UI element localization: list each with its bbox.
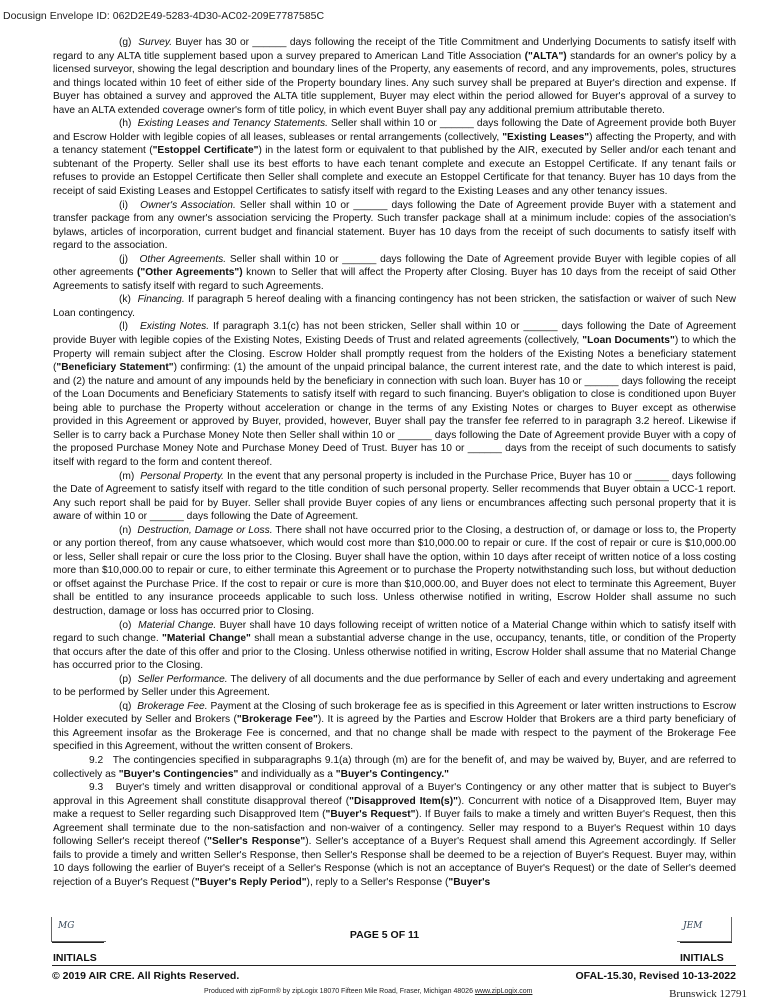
paragraph-p: (p) Seller Performance. The delivery of all documents and the due performance by Seller of each and every undertaking and agreement to be performed by Seller under this Agreement. bbox=[53, 673, 736, 699]
right-initials-box[interactable] bbox=[677, 917, 732, 942]
paragraph-n: (n) Destruction, Damage or Loss. There shall not have occurred prior to the Closing, a destruction of, or damage or loss to, the Property or any portion thereof, from any cause whatsoever, which would cost more than $10,000.00 to repair or cure. If the cost of repair or cure is $10,000.00 or less, Seller shall repair or cure the loss prior to the Closing. Buyer shall have the option, within 10 days after receipt of written notice of a loss costing more than $10,000.00 to repair or cure, to either terminate this Agreement or to purchase the Property notwithstanding such loss, but without deduction or offset against the Purchase Price. If the cost to repair or cure is more than $10,000.00, and Buyer does not elect to terminate this Agreement, Buyer shall be entitled to any insurance proceeds applicable to such loss. Unless otherwise notified in writing, Escrow Holder shall assume no such destruction, damage or loss has occurred prior to Closing. bbox=[53, 524, 736, 617]
ziplogix-link[interactable]: www.zipLogix.com bbox=[474, 988, 533, 995]
paragraph-m: (m) Personal Property. In the event that any personal property is included in the Purchase Price, Buyer has 10 or ______ days following the Date of Agreement to satisfy itself with regard to the title condition of such personal property. Seller recommends that Buyer obtain a UCC-1 report. Any such report shall be paid for by Buyer. Seller shall provide Buyer copies of any liens or encumbrances affecting such personal property that it is aware of within 10 or ______ days following the Date of Agreement. bbox=[53, 470, 736, 523]
paragraph-i: (i) Owner's Association. Seller shall within 10 or ______ days following the Date of Agreement provide Buyer with a statement and transfer package from any owner's association servicing the Property. Such transfer package shall at a minimum include: copies of the association's bylaws, articles of incorporation, current budget and financial statement. Buyer has 10 days from the receipt of such documents to satisfy itself with regard to the association. bbox=[53, 199, 736, 252]
right-initials-label: INITIALS bbox=[680, 952, 724, 964]
paragraph-g: (g) Survey. Buyer has 30 or ______ days following the receipt of the Title Commitment and Underlying Documents to satisfy itself with regard to any ALTA title supplement based upon a survey prepared to American Land Title Association ("ALTA") standards for an owner's policy by a licensed surveyor, showing the legal description and boundary lines of the Property, any easements of record, and any improvements, poles, structures and things located within 10 feet of either side of the Property boundary lines. Any such survey shall be prepared at Buyer's direction and expense. If Buyer has obtained a survey and approved the ALTA title supplement, Buyer may elect within the period allowed for Buyer's approval of a survey to have an ALTA extended coverage owner's form of title policy, in which event Buyer shall pay any additional premium attributable thereto. bbox=[53, 37, 737, 116]
left-initials-label: INITIALS bbox=[53, 952, 97, 964]
brunswick-id: Brunswick 12791 bbox=[669, 988, 747, 1000]
paragraph-q: (q) Brokerage Fee. Payment at the Closing of such brokerage fee as is specified in this Agreement or later written instructions to Escrow Holder executed by Seller and Brokers ("Brokerage Fee"). It is agreed by the Parties and Escrow Holder that Brokers are a third party beneficiary of this Agreement insofar as the Brokerage Fee is concerned, and that no change shall be made with respect to the payment of the Brokerage Fee specified in this Agreement, without the written consent of Brokers. bbox=[53, 700, 736, 753]
left-initials-line bbox=[52, 942, 104, 943]
zipform-credit bbox=[204, 988, 532, 995]
envelope-id: Docusign Envelope ID: 062D2E49-5283-4D30-AC02-209E7787585C bbox=[3, 10, 325, 22]
paragraph-9-3: 9.3 Buyer's timely and written disapproval or conditional approval of a Buyer's Contingency or any other matter that is subject to Buyer's approval in this Agreement shall constitute disapproval thereof ("Disapproved Item(s)"). Concurrent with notice of a Disapproved Item, Buyer may make a request to Seller regarding such Disapproved Item ("Buyer's Request"). If Buyer fails to make a timely and written Buyer's Request, then this Agreement shall terminate due to the non-satisfaction and non-waiver of a contingency. Seller may respond to a Buyer's Request within 10 days following Seller's receipt thereof ("Seller's Response"). Seller's acceptance of a Buyer's Request shall amend this Agreement accordingly. If Seller fails to provide a timely and written Seller's Response, then Seller's Response shall be deemed to be a rejection of Buyer's Request. Buyer may, within 10 days following the earlier of Buyer's receipt of a Seller's Response (which is not an acceptance of Buyer's Request) or the date of Seller's deemed rejection of a Buyer's Request ("Buyer's Reply Period"), reply to a Seller's Response ("Buyer's bbox=[53, 782, 736, 888]
left-initials-signature: MG bbox=[58, 921, 75, 931]
copyright: © 2019 AIR CRE. All Rights Reserved. bbox=[52, 970, 240, 982]
right-initials-signature: JEM bbox=[683, 921, 703, 931]
footer-divider bbox=[52, 965, 736, 966]
paragraph-9-2: 9.2 The contingencies specified in subparagraphs 9.1(a) through (m) are for the benefit of, and may be waived by, Buyer, and are referred to collectively as "Buyer's Contingencies" and individually as a "Buyer's Contingency." bbox=[53, 754, 736, 780]
paragraph-o: (o) Material Change. Buyer shall have 10 days following receipt of written notice of a Material Change within which to satisfy itself with regard to such change. "Material Change" shall mean a substantial adverse change in the use, occupancy, tenants, title, or condition of the Property that occurs after the date of this offer and prior to the Closing. Unless otherwise notified in writing, Escrow Holder shall assume that no Material Change has occurred prior to the Closing. bbox=[53, 619, 736, 672]
contract-body bbox=[53, 36, 736, 889]
form-revision: OFAL-15.30, Revised 10-13-2022 bbox=[575, 970, 736, 982]
right-initials-line bbox=[680, 942, 732, 943]
page-number: PAGE 5 OF 11 bbox=[349, 929, 420, 941]
zipform-text: Produced with zipForm® by zipLogix 18070 Fifteen Mile Road, Fraser, Michigan 48026 bbox=[204, 988, 475, 995]
paragraph-l: (l) Existing Notes. If paragraph 3.1(c) has not been stricken, Seller shall within 10 or ______ days following the Date of Agreement provide Buyer with legible copies of the Existing Notes, Existing Deeds of Trust and related agreements (collectively, "Loan Documents") to which the Property will remain subject after the Closing. Escrow Holder shall promptly request from the holders of the Existing Notes a beneficiary statement ("Beneficiary Statement") confirming: (1) the amount of the unpaid principal balance, the current interest rate, and the date to which interest is paid, and (2) the nature and amount of any impounds held by the beneficiary in connection with such loan. Buyer has 10 or ______ days following the receipt of the Loan Documents and Beneficiary Statements to satisfy itself with regard to such financing. Buyer's obligation to close is conditioned upon Buyer being able to purchase the Property without acceleration or change in the terms of any Existing Notes or charges to Buyer except as otherwise provided in this Agreement or approved by Buyer, provided, however, Buyer shall pay the transfer fee referred to in paragraph 3.2 hereof. Likewise if Seller is to carry back a Purchase Money Note then Seller shall within 10 or ______ days following the Date of Agreement provide Buyer with a copy of the proposed Purchase Money Note and Purchase Money Deed of Trust. Buyer has 10 or ______ days from the receipt of such documents to satisfy itself with regard to the form and content thereof. bbox=[53, 321, 737, 468]
paragraph-k: (k) Financing. If paragraph 5 hereof dealing with a financing contingency has not been stricken, the satisfaction or waiver of such New Loan contingency. bbox=[53, 294, 736, 319]
paragraph-h: (h) Existing Leases and Tenancy Statements. Seller shall within 10 or ______ days following the Date of Agreement provide both Buyer and Escrow Holder with legible copies of all leases, subleases or rental arrangements (collectively, "Existing Leases") affecting the Property, and with a tenancy statement ("Estoppel Certificate") in the latest form or equivalent to that published by the AIR, executed by Seller and/or each tenant and subtenant of the Property. Seller shall use its best efforts to have each tenant complete and execute an Estoppel Certificate. If any tenant fails or refuses to provide an Estoppel Certificate then Seller shall complete and execute an Estoppel Certificate for that tenancy. Buyer has 10 days from the receipt of said Existing Leases and Estoppel Certificates to satisfy itself with regard to the Existing Leases and any other tenancy issues. bbox=[53, 118, 736, 198]
paragraph-j: (j) Other Agreements. Seller shall within 10 or ______ days following the Date of Agreement provide Buyer with legible copies of all other agreements ("Other Agreements") known to Seller that will affect the Property after Closing. Buyer has 10 days from the receipt of said Other Agreements to satisfy itself with regard to such Agreements. bbox=[53, 253, 736, 292]
